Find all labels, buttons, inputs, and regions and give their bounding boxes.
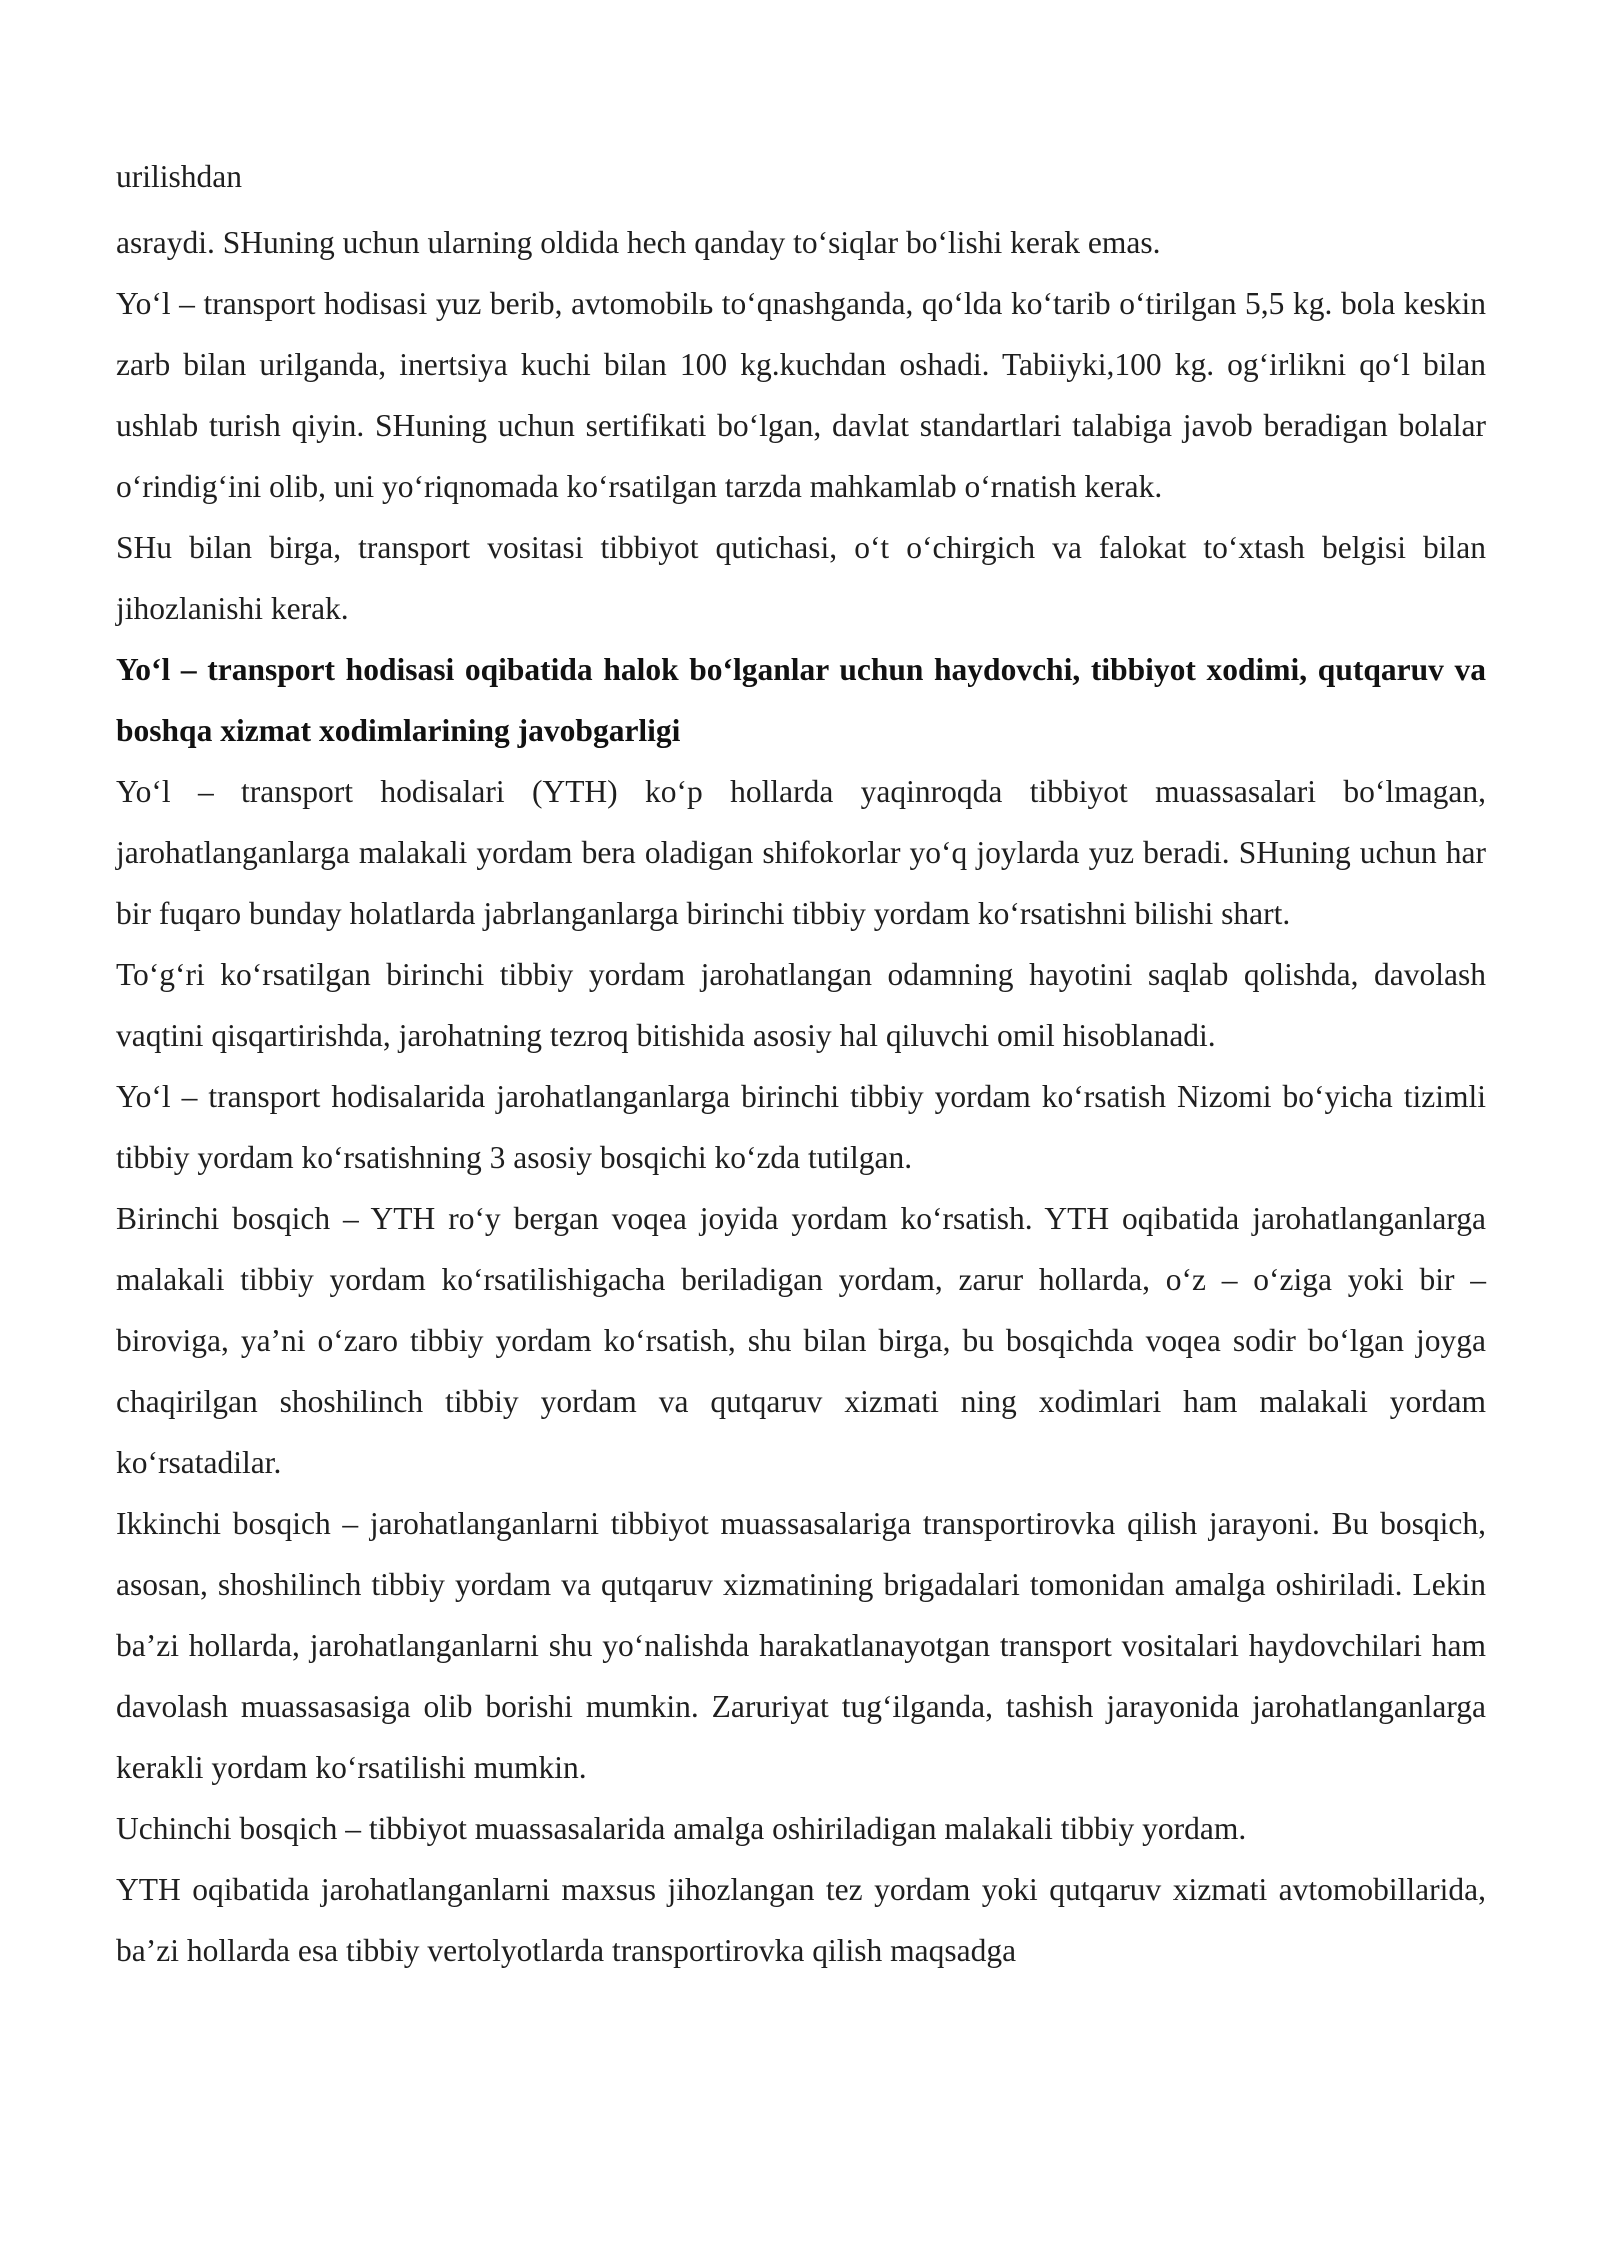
paragraph: To‘g‘ri ko‘rsatilgan birinchi tibbiy yordam jarohatlangan odamning hayotini saqlab qolishda, davolash vaqtini qisqartirishda, jarohatning tezroq bitishida asosiy hal qiluvchi omil hisoblanadi.	[116, 957, 1486, 1053]
paragraph: Ikkinchi bosqich – jarohatlanganlarni tibbiyot muassasalariga transportirovka qilish jarayoni. Bu bosqich, asosan, shoshilinch tibbiy yordam va qutqaruv xizmatining brigadalari tomonidan amalga oshiriladi. Lekin ba’zi hollarda, jarohatlanganlarni shu yo‘nalishda harakatlanayotgan transport vositalari haydovchilari ham davolash muassasasiga olib borishi mumkin. Zaruriyat tug‘ilganda, tashish jarayonida jarohatlanganlarga kerakli yordam ko‘rsatilishi mumkin.	[116, 1506, 1486, 1785]
section-heading: Yo‘l – transport hodisasi oqibatida halok bo‘lganlar uchun haydovchi, tibbiyot xodimi, qutqaruv va boshqa xizmat xodimlarining javobgarligi	[116, 652, 1486, 748]
paragraph: Yo‘l – transport hodisasi yuz berib, avtomobilь to‘qnashganda, qo‘lda ko‘tarib o‘tirilgan 5,5 kg. bola keskin zarb bilan urilganda, inertsiya kuchi bilan 100 kg.kuchdan oshadi. Tabiiyki,100 kg. og‘irlikni qo‘l bilan ushlab turish qiyin. SHuning uchun sertifikati bo‘lgan, davlat standartlari talabiga javob beradigan bolalar o‘rindig‘ini olib, uni yo‘riqnomada ko‘rsatilgan tarzda mahkamlab o‘rnatish kerak.	[116, 286, 1486, 504]
document-page	[116, 146, 1486, 1981]
paragraph: Birinchi bosqich – YTH ro‘y bergan voqea joyida yordam ko‘rsatish. YTH oqibatida jarohatlanganlarga malakali tibbiy yordam ko‘rsatilishigacha beriladigan yordam, zarur hollarda, o‘z – o‘ziga yoki bir – biroviga, ya’ni o‘zaro tibbiy yordam ko‘rsatish, shu bilan birga, bu bosqichda voqea sodir bo‘lgan joyga chaqirilgan shoshilinch tibbiy yordam va qutqaruv xizmati ning xodimlari ham malakali yordam ko‘rsatadilar.	[116, 1201, 1486, 1480]
paragraph-fragment: urilishdan	[116, 159, 242, 194]
paragraph: asraydi. SHuning uchun ularning oldida hech qanday to‘siqlar bo‘lishi kerak emas.	[116, 225, 1161, 260]
paragraph: Yo‘l – transport hodisalarida jarohatlanganlarga birinchi tibbiy yordam ko‘rsatish Nizomi bo‘yicha tizimli tibbiy yordam ko‘rsatishning 3 asosiy bosqichi ko‘zda tutilgan.	[116, 1079, 1486, 1175]
paragraph: Yo‘l – transport hodisalari (YTH) ko‘p hollarda yaqinroqda tibbiyot muassasalari bo‘lmagan, jarohatlanganlarga malakali yordam bera oladigan shifokorlar yo‘q joylarda yuz beradi. SHuning uchun har bir fuqaro bunday holatlarda jabrlanganlarga birinchi tibbiy yordam ko‘rsatishni bilishi shart.	[116, 774, 1486, 931]
paragraph: Uchinchi bosqich – tibbiyot muassasalarida amalga oshiriladigan malakali tibbiy yordam.	[116, 1811, 1247, 1846]
paragraph: SHu bilan birga, transport vositasi tibbiyot qutichasi, o‘t o‘chirgich va falokat to‘xtash belgisi bilan jihozlanishi kerak.	[116, 530, 1486, 626]
paragraph: YTH oqibatida jarohatlanganlarni maxsus jihozlangan tez yordam yoki qutqaruv xizmati avtomobillarida, ba’zi hollarda esa tibbiy vertolyotlarda transportirovka qilish maqsadga	[116, 1872, 1486, 1968]
